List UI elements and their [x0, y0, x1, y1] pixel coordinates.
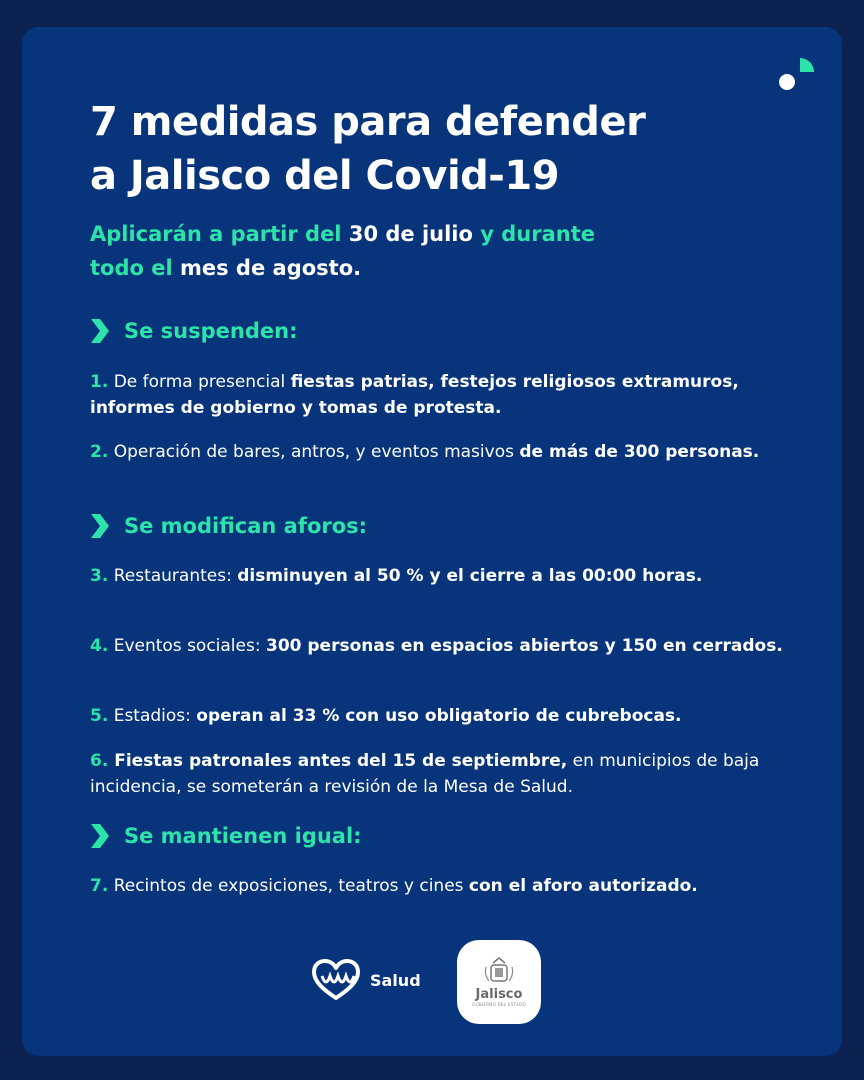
- chevron-right-icon: [88, 317, 110, 345]
- chevron-right-icon: [88, 822, 110, 850]
- seal-name: Jalisco: [475, 987, 523, 1002]
- salud-heart-icon: [310, 958, 362, 1002]
- section-label: Se suspenden:: [124, 319, 298, 343]
- section-heading: [88, 822, 362, 850]
- footer: [0, 940, 864, 1030]
- list-item: 5. Estadios: operan al 33 % con uso obligatorio de cubrebocas.: [90, 706, 682, 726]
- section-label: Se mantienen igual:: [124, 824, 362, 848]
- subtitle: Aplicarán a partir del 30 de julio y durante todo el mes de agosto.: [90, 222, 595, 280]
- chevron-right-icon: [88, 512, 110, 540]
- seal-subtitle: GOBIERNO DEL ESTADO: [472, 1002, 526, 1007]
- list-item: 6. Fiestas patronales antes del 15 de septiembre, en municipios de baja incidencia, se someterán a revisión de la Mesa de Salud.: [90, 751, 760, 797]
- salud-label: Salud: [370, 970, 421, 990]
- list-item: 2. Operación de bares, antros, y eventos masivos de más de 300 personas.: [90, 442, 760, 462]
- jalisco-seal-icon: [484, 957, 514, 985]
- section-heading: [88, 317, 297, 345]
- brand-dots-icon: [776, 54, 816, 94]
- section-label: Se modifican aforos:: [124, 514, 368, 538]
- jalisco-seal: [457, 940, 541, 1024]
- section-heading: [88, 512, 367, 540]
- list-item: 3. Restaurantes: disminuyen al 50 % y el cierre a las 00:00 horas.: [90, 566, 703, 586]
- list-item: 4. Eventos sociales: 300 personas en espacios abiertos y 150 en cerrados.: [90, 636, 783, 656]
- card: [22, 27, 842, 1056]
- salud-logo: [310, 958, 421, 1002]
- list-item: 1. De forma presencial fiestas patrias, festejos religiosos extramuros, informes de gobierno y tomas de protesta.: [90, 372, 739, 418]
- page-title: 7 medidas para defender a Jalisco del Covid-19: [90, 99, 646, 199]
- list-item: 7. Recintos de exposiciones, teatros y cines con el aforo autorizado.: [90, 876, 698, 896]
